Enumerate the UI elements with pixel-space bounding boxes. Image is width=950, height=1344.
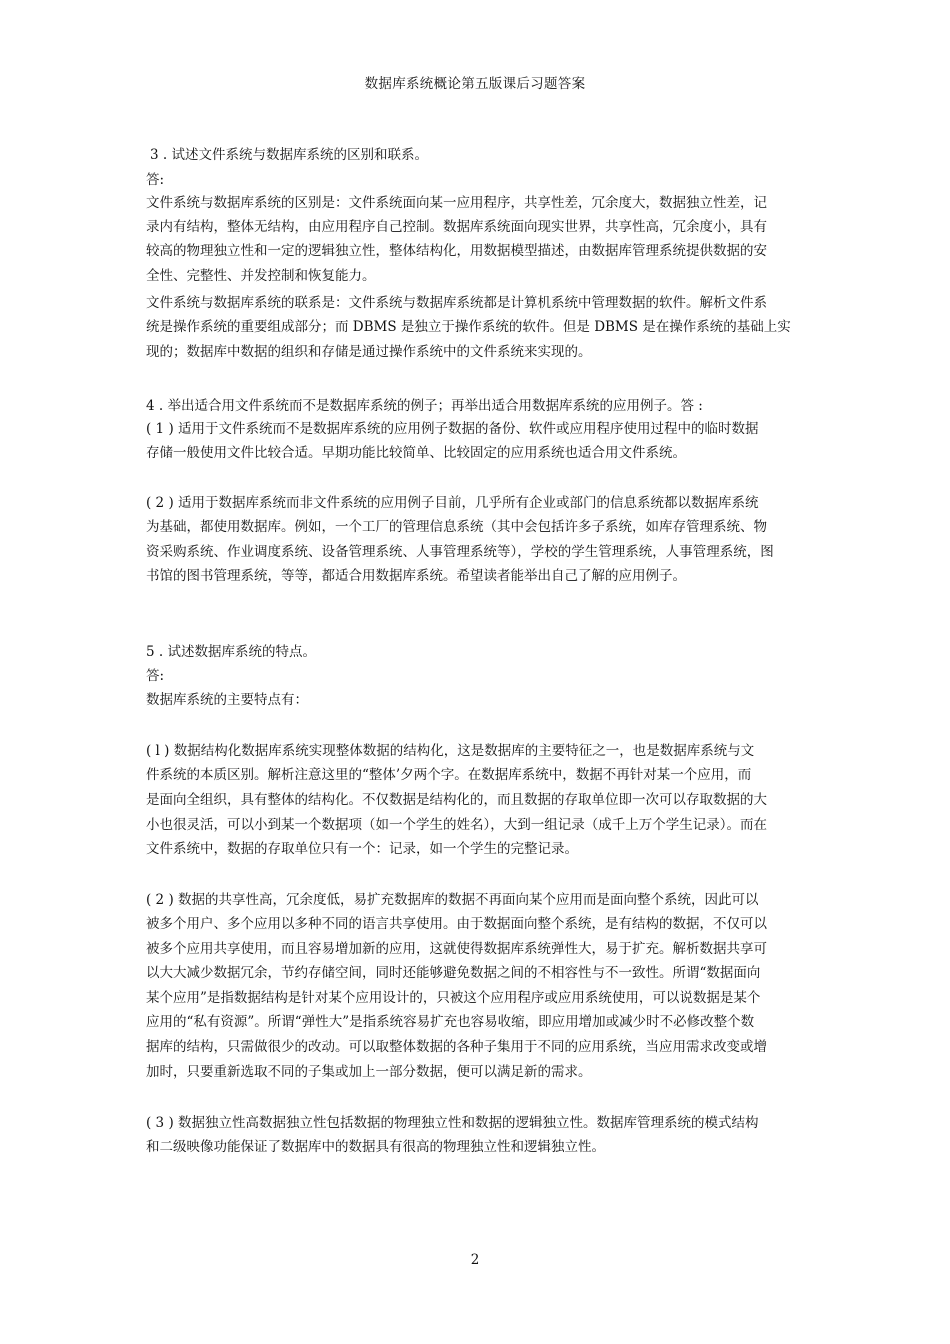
paragraph-line: 录内有结构，整体无结构，由应用程序自己控制。数据库系统面向现实世界，共享性高，冗余度小，具有 [146,219,767,235]
paragraph-line: ( 2 ) 适用于数据库系统而非文件系统的应用例子目前，几乎所有企业或部门的信息系统都以数据库系统 [146,495,759,511]
paragraph-line: 以大大减少数据冗余，节约存储空间，同时还能够避免数据之间的不相容性与不一致性。所谓“数据面向 [146,965,761,981]
paragraph-line: 较高的物理独立性和一定的逻辑独立性，整体结构化，用数据模型描述，由数据库管理系统提供数据的安 [146,243,767,259]
paragraph-line: 为基础，都使用数据库。例如，一个工厂的管理信息系统（其中会包括许多子系统，如库存管理系统、物 [146,519,767,535]
paragraph-line: 被多个应用共享使用，而且容易增加新的应用，这就使得数据库系统弹性大，易于扩充。解析数据共享可 [146,941,767,957]
paragraph-line: 是面向全组织，具有整体的结构化。不仅数据是结构化的，而且数据的存取单位即一次可以存取数据的大 [146,792,767,808]
paragraph-line: 被多个用户、多个应用以多种不同的语言共享使用。由于数据面向整个系统，是有结构的数据，不仅可以 [146,916,767,932]
paragraph-line: 统是操作系统的重要组成部分；而 DBMS 是独立于操作系统的软件。但是 DBMS 是在操作系统的基础上实 [146,319,791,335]
answer-label: 答: [146,668,165,684]
paragraph-line: 据库的结构，只需做很少的改动。可以取整体数据的各种子集用于不同的应用系统，当应用需求改变或增 [146,1039,767,1055]
paragraph-line: 应用的“私有资源”。所谓“弹性大”是指系统容易扩充也容易收缩，即应用增加或减少时不必修改整个数 [146,1014,755,1030]
question-5-heading: 5 . 试述数据库系统的特点。 [146,644,316,660]
paragraph-line: 某个应用”是指数据结构是针对某个应用设计的，只被这个应用程序或应用系统使用，可以说数据是某个 [146,990,761,1006]
paragraph-line: 文件系统中，数据的存取单位只有一个：记录，如一个学生的完整记录。 [146,841,578,857]
paragraph-line: 加时，只要重新选取不同的子集或加上一部分数据，便可以满足新的需求。 [146,1064,592,1080]
paragraph-line: ( 3 ) 数据独立性高数据独立性包括数据的物理独立性和数据的逻辑独立性。数据库管理系统的模式结构 [146,1115,759,1131]
paragraph-line: 数据库系统的主要特点有： [146,692,308,708]
paragraph-line: 存储一般使用文件比较合适。早期功能比较简单、比较固定的应用系统也适合用文件系统。 [146,445,686,461]
page-number: 2 [470,1252,480,1268]
paragraph-line: ( 1 ) 适用于文件系统而不是数据库系统的应用例子数据的备份、软件或应用程序使用过程中的临时数据 [146,421,759,437]
paragraph-line: 资采购系统、作业调度系统、设备管理系统、人事管理系统等），学校的学生管理系统，人事管理系统，图 [146,544,774,560]
paragraph-line: 文件系统与数据库系统的联系是：文件系统与数据库系统都是计算机系统中管理数据的软件。解析文件系 [146,295,767,311]
paragraph-line: 小也很灵活，可以小到某一个数据项（如一个学生的姓名），大到一组记录（成千上万个学生记录）。而在 [146,817,767,833]
paragraph-line: 文件系统与数据库系统的区别是：文件系统面向某一应用程序，共享性差，冗余度大，数据独立性差，记 [146,195,767,211]
paragraph-line: 现的；数据库中数据的组织和存储是通过操作系统中的文件系统来实现的。 [146,344,592,360]
paragraph-line: 和二级映像功能保证了数据库中的数据具有很高的物理独立性和逻辑独立性。 [146,1139,605,1155]
paragraph-line: 件系统的本质区别。解析注意这里的“整体’夕两个字。在数据库系统中，数据不再针对某一个应用，而 [146,767,752,783]
paragraph-line: 全性、完整性、并发控制和恢复能力。 [146,268,376,284]
paragraph-line: ( 2 ) 数据的共享性高，冗余度低，易扩充数据库的数据不再面向某个应用而是面向整个系统，因此可以 [146,892,759,908]
question-3-heading: 3 . 试述文件系统与数据库系统的区别和联系。 [150,147,428,163]
paragraph-line: ( l ) 数据结构化数据库系统实现整体数据的结构化，这是数据库的主要特征之一，也是数据库系统与文 [146,743,755,759]
page-title: 数据库系统概论第五版课后习题答案 [364,76,586,92]
question-4-heading: 4 . 举出适合用文件系统而不是数据库系统的例子；再举出适合用数据库系统的应用例子。答 : [146,398,703,414]
paragraph-line: 书馆的图书管理系统，等等，都适合用数据库系统。希望读者能举出自己了解的应用例子。 [146,568,686,584]
answer-label: 答: [146,172,165,188]
